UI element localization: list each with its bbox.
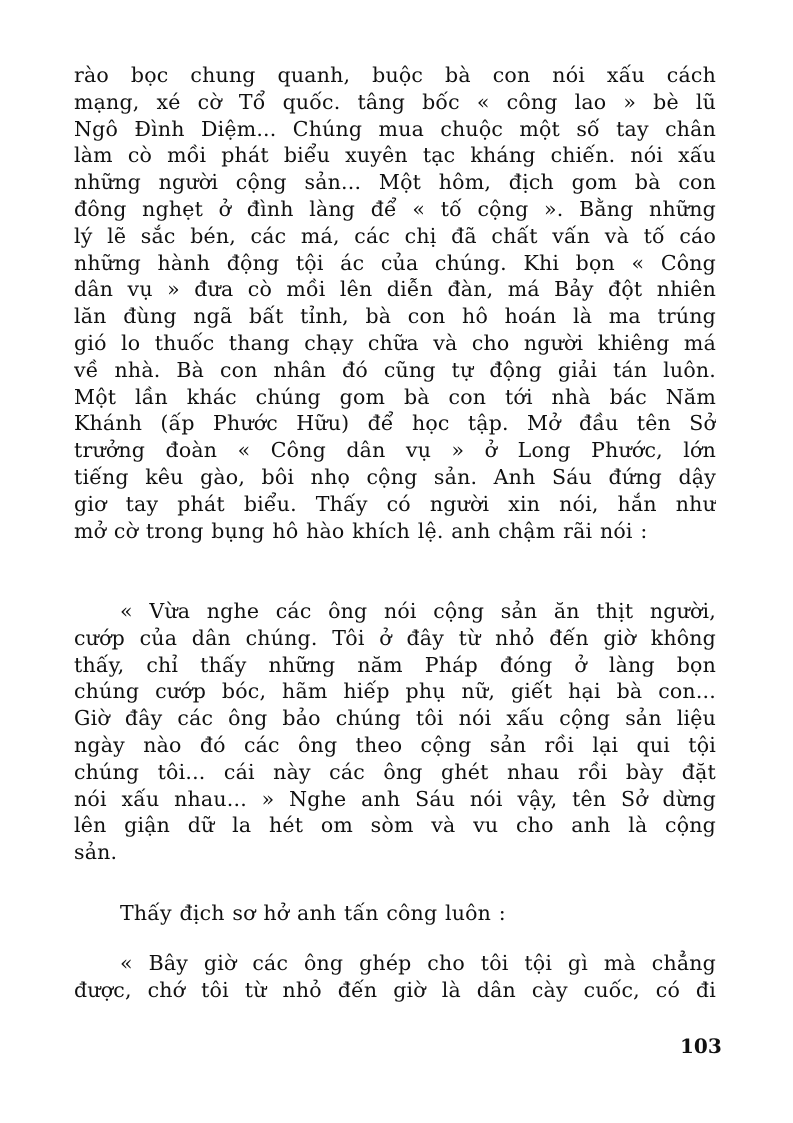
text-line: thấy, chỉ thấy những năm Pháp đóng ở làng bọn: [74, 652, 716, 677]
text-line: làm cò mồi phát biểu xuyên tạc kháng chiến. nói xấu: [74, 143, 716, 168]
paragraph-2: [74, 598, 716, 866]
text-line: mạng, xé cờ Tổ quốc. tâng bốc « công lao » bè lũ: [74, 89, 716, 114]
text-line: mở cờ trong bụng hô hào khích lệ. anh chậm rãi nói :: [74, 518, 648, 543]
text-line: cướp của dân chúng. Tôi ở đây từ nhỏ đến giờ không: [74, 625, 716, 650]
text-line: ngày nào đó các ông theo cộng sản rồi lại qui tội: [74, 732, 716, 757]
text-line: dân vụ » đưa cò mồi lên diễn đàn, má Bảy đột nhiên: [74, 277, 716, 302]
text-line: tiếng kêu gào, bôi nhọ cộng sản. Anh Sáu đứng dậy: [74, 464, 716, 489]
page-number: 103: [680, 1034, 722, 1058]
text-line: Khánh (ấp Phước Hữu) để học tập. Mở đầu tên Sở: [74, 411, 716, 436]
text-line: « Vừa nghe các ông nói cộng sản ăn thịt người,: [120, 599, 716, 623]
paragraph-3: [74, 900, 716, 927]
text-line: nói xấu nhau... » Nghe anh Sáu nói vậy, tên Sở dừng: [74, 786, 716, 811]
text-line: gió lo thuốc thang chạy chữa và cho người khiêng má: [74, 330, 716, 355]
text-line: đông nghẹt ở đình làng để « tố cộng ». Bằng những: [74, 196, 716, 221]
text-line: lăn đùng ngã bất tỉnh, bà con hô hoán là ma trúng: [74, 304, 716, 329]
paragraph-1: [74, 62, 716, 544]
text-line: sản.: [74, 840, 118, 865]
text-line: rào bọc chung quanh, buộc bà con nói xấu cách: [74, 63, 716, 87]
text-line: về nhà. Bà con nhân đó cũng tự động giải tán luôn.: [74, 357, 716, 382]
text-line: những người cộng sản... Một hôm, địch gom bà con: [74, 170, 716, 195]
text-line: Thấy địch sơ hở anh tấn công luôn :: [120, 901, 506, 925]
paragraph-4: [74, 950, 716, 1004]
text-line: trưởng đoàn « Công dân vụ » ở Long Phước, lớn: [74, 438, 716, 463]
text-line: chúng tôi... cái này các ông ghét nhau rồi bày đặt: [74, 759, 716, 784]
text-line: Giờ đây các ông bảo chúng tôi nói xấu cộng sản liệu: [74, 706, 716, 731]
text-line: lên giận dữ la hét om sòm và vu cho anh là cộng: [74, 813, 716, 838]
text-line: được, chớ tôi từ nhỏ đến giờ là dân cày cuốc, có đi: [74, 977, 716, 1002]
text-line: chúng cướp bóc, hãm hiếp phụ nữ, giết hại bà con...: [74, 679, 716, 704]
text-line: lý lẽ sắc bén, các má, các chị đã chất vấn và tố cáo: [74, 223, 716, 248]
text-line: những hành động tội ác của chúng. Khi bọn « Công: [74, 250, 716, 275]
text-line: Một lần khác chúng gom bà con tới nhà bác Năm: [74, 384, 716, 409]
text-line: giơ tay phát biểu. Thấy có người xin nói, hắn như: [74, 491, 716, 516]
text-line: Ngô Đình Diệm... Chúng mua chuộc một số tay chân: [74, 116, 716, 141]
text-line: « Bây giờ các ông ghép cho tôi tội gì mà chẳng: [120, 951, 716, 975]
